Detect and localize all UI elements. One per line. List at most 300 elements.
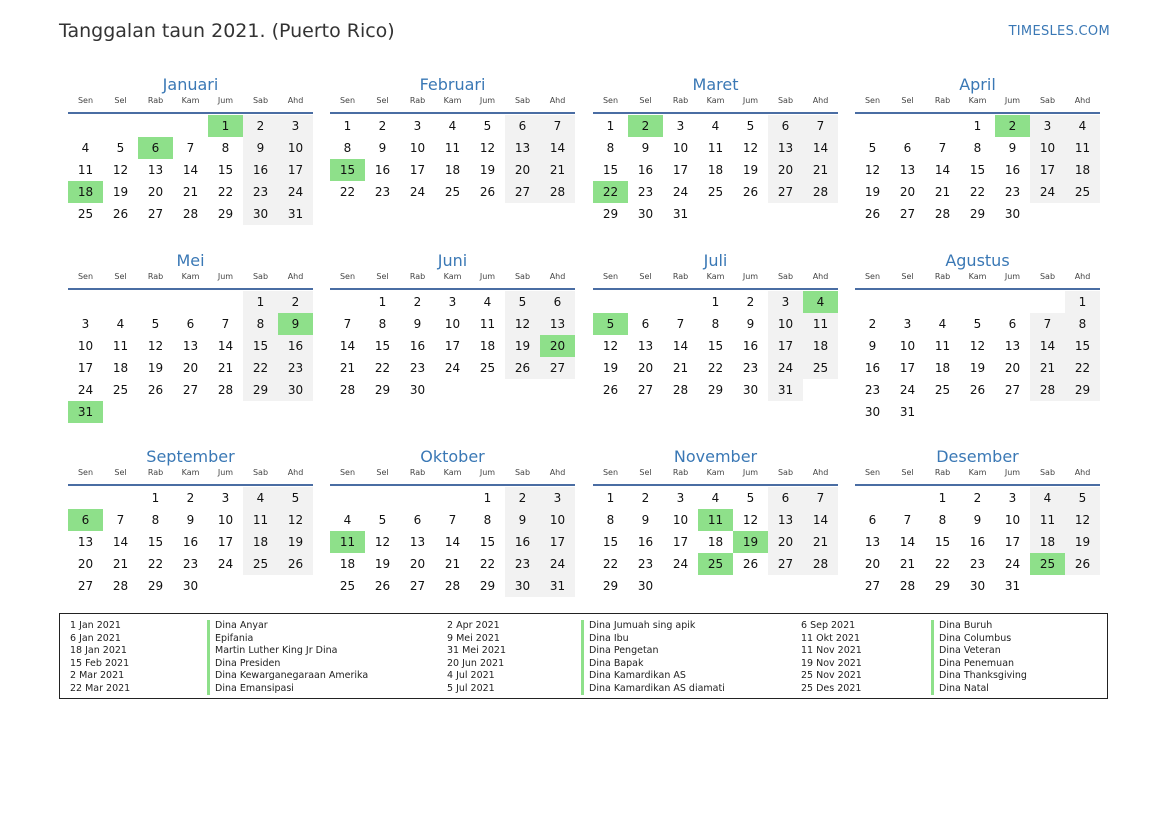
day-cell: 3 xyxy=(278,115,313,137)
day-cell: 27 xyxy=(899,207,916,221)
day-cell: 30 xyxy=(505,575,540,597)
day-cell: 19 xyxy=(147,361,164,375)
day-cell: 24 xyxy=(217,557,234,571)
day-cell: 6 xyxy=(540,291,575,313)
holiday-day-cell: 4 xyxy=(803,291,838,313)
day-cell: 20 xyxy=(147,185,164,199)
weekday-label: Ahd xyxy=(287,96,304,105)
day-cell: 21 xyxy=(217,361,234,375)
day-cell: 20 xyxy=(409,557,426,571)
day-cell: 16 xyxy=(1004,163,1021,177)
day-cell: 6 xyxy=(505,115,540,137)
weekday-label: Rab xyxy=(672,96,689,105)
empty-cell xyxy=(1030,203,1065,225)
legend-date: 22 Mar 2021 xyxy=(70,682,131,694)
day-cell: 7 xyxy=(903,513,912,527)
empty-cell xyxy=(803,575,838,597)
month-januari xyxy=(68,74,313,225)
day-cell: 2 xyxy=(378,119,387,133)
day-cell: 6 xyxy=(413,513,422,527)
day-cell: 4 xyxy=(116,317,125,331)
day-cell: 15 xyxy=(479,535,496,549)
month-maret xyxy=(593,74,838,225)
day-cell: 4 xyxy=(81,141,90,155)
legend-date: 18 Jan 2021 xyxy=(70,645,127,656)
weekday-label: Sab xyxy=(1039,96,1056,105)
weekday-label: Rab xyxy=(672,468,689,477)
day-cell: 21 xyxy=(112,557,129,571)
day-cell: 24 xyxy=(278,181,313,203)
day-cell: 14 xyxy=(934,163,951,177)
day-cell: 23 xyxy=(374,185,391,199)
day-cell: 15 xyxy=(602,163,619,177)
day-cell: 22 xyxy=(243,357,278,379)
legend-names-2 xyxy=(581,620,725,695)
day-cell: 3 xyxy=(81,317,90,331)
day-cell: 1 xyxy=(243,291,278,313)
weekday-label: Sab xyxy=(252,272,269,281)
weekday-label: Jum xyxy=(742,96,759,105)
day-cell: 20 xyxy=(1004,361,1021,375)
day-cell: 8 xyxy=(711,317,720,331)
day-cell: 26 xyxy=(374,579,391,593)
day-cell: 22 xyxy=(339,185,356,199)
legend-date: 25 Nov 2021 xyxy=(801,670,862,681)
day-cell: 28 xyxy=(803,553,838,575)
day-cell: 27 xyxy=(147,207,164,221)
day-cell: 22 xyxy=(1065,357,1100,379)
day-cell: 11 xyxy=(77,163,94,177)
weekday-label: Rab xyxy=(672,272,689,281)
day-cell: 13 xyxy=(864,535,881,549)
weekday-label: Kam xyxy=(181,272,200,281)
weekday-label: Sen xyxy=(77,468,94,477)
empty-cell xyxy=(698,575,733,597)
empty-cell xyxy=(278,575,313,597)
day-cell: 18 xyxy=(243,531,278,553)
day-cell: 21 xyxy=(444,557,461,571)
weekday-label: Rab xyxy=(409,468,426,477)
day-cell: 30 xyxy=(278,379,313,401)
empty-cell xyxy=(890,115,925,137)
day-cell: 16 xyxy=(637,535,654,549)
weekday-label: Jum xyxy=(742,468,759,477)
day-grid xyxy=(855,115,1100,225)
day-cell: 6 xyxy=(768,115,803,137)
holiday-day-cell: 1 xyxy=(208,115,243,137)
day-cell: 18 xyxy=(934,361,951,375)
empty-cell xyxy=(855,115,890,137)
day-cell: 31 xyxy=(1004,579,1021,593)
day-cell: 11 xyxy=(444,141,461,155)
empty-cell xyxy=(208,291,243,313)
day-cell: 12 xyxy=(112,163,129,177)
day-cell: 26 xyxy=(969,383,986,397)
weekday-label: Sel xyxy=(901,96,914,105)
weekday-label: Sab xyxy=(777,468,794,477)
empty-cell xyxy=(68,115,103,137)
day-cell: 31 xyxy=(899,405,916,419)
day-cell: 22 xyxy=(969,185,986,199)
day-cell: 15 xyxy=(147,535,164,549)
day-cell: 16 xyxy=(637,163,654,177)
day-cell: 14 xyxy=(540,137,575,159)
weekday-header xyxy=(855,272,1100,290)
day-cell: 30 xyxy=(864,405,881,419)
empty-cell xyxy=(698,203,733,225)
weekday-label: Sen xyxy=(864,272,881,281)
legend-date: 2 Mar 2021 xyxy=(70,670,125,681)
legend-date: 6 Jan 2021 xyxy=(70,632,121,644)
day-cell: 29 xyxy=(707,383,724,397)
day-cell: 6 xyxy=(768,487,803,509)
weekday-label: Sen xyxy=(77,272,94,281)
day-cell: 21 xyxy=(540,159,575,181)
empty-cell xyxy=(435,379,470,401)
weekday-label: Kam xyxy=(706,96,725,105)
day-cell: 21 xyxy=(182,185,199,199)
weekday-label: Sen xyxy=(864,468,881,477)
day-cell: 4 xyxy=(483,295,492,309)
day-cell: 6 xyxy=(186,317,195,331)
day-cell: 7 xyxy=(803,487,838,509)
day-cell: 24 xyxy=(672,557,689,571)
legend-date: 11 Okt 2021 xyxy=(801,632,861,644)
legend-dates-1 xyxy=(70,620,130,695)
weekday-label: Ahd xyxy=(1074,96,1091,105)
day-cell: 26 xyxy=(742,185,759,199)
day-cell: 13 xyxy=(899,163,916,177)
weekday-label: Rab xyxy=(934,468,951,477)
day-cell: 16 xyxy=(409,339,426,353)
day-cell: 30 xyxy=(742,383,759,397)
empty-cell xyxy=(365,487,400,509)
weekday-label: Sab xyxy=(252,96,269,105)
legend-holiday-name: Dina Penemuan xyxy=(931,658,1027,671)
day-cell: 24 xyxy=(1030,181,1065,203)
empty-cell xyxy=(803,379,838,401)
day-cell: 23 xyxy=(182,557,199,571)
legend-holiday-name: Dina Emansipasi xyxy=(207,683,368,696)
day-cell: 13 xyxy=(768,137,803,159)
day-cell: 11 xyxy=(1065,137,1100,159)
day-cell: 25 xyxy=(1065,181,1100,203)
day-cell: 10 xyxy=(1004,513,1021,527)
day-cell: 20 xyxy=(77,557,94,571)
day-cell: 13 xyxy=(505,137,540,159)
day-cell: 30 xyxy=(637,207,654,221)
month-februari xyxy=(330,74,575,203)
day-cell: 4 xyxy=(711,119,720,133)
day-cell: 17 xyxy=(278,159,313,181)
empty-cell xyxy=(1030,401,1065,423)
day-grid xyxy=(68,291,313,423)
empty-cell xyxy=(243,575,278,597)
weekday-label: Kam xyxy=(443,468,462,477)
day-cell: 31 xyxy=(672,207,689,221)
legend-holiday-name: Dina Veteran xyxy=(931,645,1027,658)
day-cell: 15 xyxy=(707,339,724,353)
holiday-day-cell: 6 xyxy=(68,509,103,531)
day-cell: 19 xyxy=(969,361,986,375)
day-cell: 14 xyxy=(217,339,234,353)
day-cell: 26 xyxy=(505,357,540,379)
empty-cell xyxy=(855,291,890,313)
day-cell: 30 xyxy=(1004,207,1021,221)
day-cell: 2 xyxy=(746,295,755,309)
empty-cell xyxy=(540,379,575,401)
day-cell: 29 xyxy=(479,579,496,593)
day-cell: 18 xyxy=(707,535,724,549)
legend-date: 9 Mei 2021 xyxy=(447,632,500,644)
empty-cell xyxy=(68,487,103,509)
day-cell: 8 xyxy=(378,317,387,331)
day-cell: 18 xyxy=(112,361,129,375)
empty-cell xyxy=(1065,203,1100,225)
weekday-label: Sen xyxy=(339,96,356,105)
day-cell: 2 xyxy=(413,295,422,309)
day-cell: 31 xyxy=(278,203,313,225)
empty-cell xyxy=(173,401,208,423)
day-cell: 28 xyxy=(112,579,129,593)
day-grid xyxy=(330,115,575,203)
month-name: Agustus xyxy=(945,251,1010,270)
weekday-header xyxy=(593,468,838,486)
legend-holiday-name: Dina Natal xyxy=(931,683,1027,696)
day-cell: 19 xyxy=(278,531,313,553)
day-cell: 10 xyxy=(217,513,234,527)
day-cell: 16 xyxy=(864,361,881,375)
day-grid xyxy=(593,115,838,225)
legend-names-1 xyxy=(207,620,368,695)
day-cell: 1 xyxy=(606,119,615,133)
day-cell: 21 xyxy=(339,361,356,375)
empty-cell xyxy=(68,291,103,313)
weekday-label: Jum xyxy=(742,272,759,281)
day-cell: 22 xyxy=(479,557,496,571)
day-cell: 18 xyxy=(1065,159,1100,181)
day-cell: 7 xyxy=(186,141,195,155)
empty-cell xyxy=(768,575,803,597)
weekday-header xyxy=(855,96,1100,114)
month-juni xyxy=(330,250,575,401)
day-cell: 29 xyxy=(934,579,951,593)
day-cell: 6 xyxy=(641,317,650,331)
weekday-label: Sab xyxy=(1039,468,1056,477)
month-agustus xyxy=(855,250,1100,423)
day-cell: 7 xyxy=(540,115,575,137)
weekday-label: Jum xyxy=(479,272,496,281)
day-grid xyxy=(855,487,1100,597)
day-cell: 17 xyxy=(672,535,689,549)
day-cell: 17 xyxy=(77,361,94,375)
weekday-header xyxy=(330,272,575,290)
month-name: Desember xyxy=(936,447,1019,466)
weekday-label: Sab xyxy=(777,96,794,105)
day-cell: 20 xyxy=(768,159,803,181)
weekday-label: Kam xyxy=(181,468,200,477)
month-mei xyxy=(68,250,313,423)
day-cell: 10 xyxy=(540,509,575,531)
day-cell: 27 xyxy=(637,383,654,397)
day-cell: 25 xyxy=(934,383,951,397)
day-cell: 12 xyxy=(479,141,496,155)
month-name: Maret xyxy=(692,75,739,94)
weekday-label: Sel xyxy=(901,468,914,477)
day-cell: 12 xyxy=(1065,509,1100,531)
day-cell: 5 xyxy=(868,141,877,155)
day-cell: 8 xyxy=(1065,313,1100,335)
day-cell: 21 xyxy=(803,159,838,181)
day-cell: 13 xyxy=(768,509,803,531)
day-cell: 12 xyxy=(374,535,391,549)
day-cell: 17 xyxy=(217,535,234,549)
empty-cell xyxy=(435,487,470,509)
weekday-label: Ahd xyxy=(287,272,304,281)
day-grid xyxy=(593,487,838,597)
legend-holiday-name: Dina Buruh xyxy=(931,620,1027,633)
day-cell: 1 xyxy=(711,295,720,309)
day-cell: 7 xyxy=(221,317,230,331)
weekday-header xyxy=(330,96,575,114)
empty-cell xyxy=(138,115,173,137)
weekday-label: Rab xyxy=(147,468,164,477)
legend-date: 4 Jul 2021 xyxy=(447,670,495,681)
weekday-label: Rab xyxy=(409,272,426,281)
empty-cell xyxy=(103,291,138,313)
day-cell: 12 xyxy=(742,141,759,155)
day-cell: 16 xyxy=(969,535,986,549)
day-cell: 30 xyxy=(182,579,199,593)
day-cell: 4 xyxy=(938,317,947,331)
weekday-label: Sab xyxy=(514,96,531,105)
month-name: April xyxy=(959,75,996,94)
day-cell: 8 xyxy=(243,313,278,335)
weekday-label: Jum xyxy=(479,468,496,477)
day-cell: 28 xyxy=(803,181,838,203)
day-cell: 19 xyxy=(1065,531,1100,553)
empty-cell xyxy=(995,291,1030,313)
day-cell: 21 xyxy=(672,361,689,375)
holiday-day-cell: 15 xyxy=(330,159,365,181)
day-cell: 2 xyxy=(243,115,278,137)
legend-holiday-name: Dina Kamardikan AS diamati xyxy=(581,683,725,696)
day-cell: 28 xyxy=(540,181,575,203)
day-cell: 4 xyxy=(343,513,352,527)
legend-holiday-name: Martin Luther King Jr Dina xyxy=(207,645,368,658)
day-cell: 29 xyxy=(602,207,619,221)
day-cell: 14 xyxy=(182,163,199,177)
day-cell: 5 xyxy=(278,487,313,509)
legend-dates-3 xyxy=(801,620,862,695)
day-cell: 13 xyxy=(409,535,426,549)
day-cell: 7 xyxy=(676,317,685,331)
day-cell: 11 xyxy=(243,509,278,531)
day-cell: 21 xyxy=(803,531,838,553)
day-cell: 27 xyxy=(409,579,426,593)
day-cell: 12 xyxy=(147,339,164,353)
day-cell: 3 xyxy=(413,119,422,133)
day-cell: 9 xyxy=(378,141,387,155)
empty-cell xyxy=(1065,401,1100,423)
day-cell: 24 xyxy=(540,553,575,575)
day-cell: 11 xyxy=(934,339,951,353)
day-cell: 22 xyxy=(374,361,391,375)
weekday-label: Sel xyxy=(114,468,127,477)
weekday-label: Rab xyxy=(147,96,164,105)
weekday-label: Ahd xyxy=(549,272,566,281)
day-cell: 19 xyxy=(479,163,496,177)
weekday-label: Kam xyxy=(443,96,462,105)
day-cell: 27 xyxy=(182,383,199,397)
day-cell: 1 xyxy=(973,119,982,133)
weekday-label: Sen xyxy=(602,468,619,477)
empty-cell xyxy=(768,203,803,225)
day-cell: 16 xyxy=(374,163,391,177)
empty-cell xyxy=(330,487,365,509)
empty-cell xyxy=(103,115,138,137)
day-cell: 3 xyxy=(540,487,575,509)
empty-cell xyxy=(925,401,960,423)
day-cell: 24 xyxy=(768,357,803,379)
day-cell: 26 xyxy=(479,185,496,199)
holiday-day-cell: 25 xyxy=(698,553,733,575)
month-name: Juni xyxy=(437,251,468,270)
day-cell: 11 xyxy=(707,141,724,155)
weekday-label: Jum xyxy=(1004,96,1021,105)
day-cell: 14 xyxy=(672,339,689,353)
weekday-label: Sab xyxy=(252,468,269,477)
day-cell: 10 xyxy=(672,141,689,155)
day-cell: 19 xyxy=(742,163,759,177)
day-cell: 9 xyxy=(1008,141,1017,155)
day-cell: 27 xyxy=(505,181,540,203)
day-cell: 6 xyxy=(903,141,912,155)
day-cell: 14 xyxy=(339,339,356,353)
day-cell: 1 xyxy=(378,295,387,309)
month-oktober xyxy=(330,446,575,597)
weekday-header xyxy=(330,468,575,486)
day-cell: 19 xyxy=(505,335,540,357)
day-cell: 5 xyxy=(378,513,387,527)
day-cell: 23 xyxy=(969,557,986,571)
day-cell: 24 xyxy=(899,383,916,397)
day-cell: 24 xyxy=(77,383,94,397)
empty-cell xyxy=(925,291,960,313)
month-september xyxy=(68,446,313,597)
day-cell: 19 xyxy=(602,361,619,375)
empty-cell xyxy=(803,203,838,225)
site-link[interactable]: TIMESLES.COM xyxy=(1008,24,1110,39)
day-cell: 27 xyxy=(1004,383,1021,397)
empty-cell xyxy=(470,379,505,401)
day-cell: 20 xyxy=(505,159,540,181)
day-cell: 10 xyxy=(409,141,426,155)
legend-holiday-name: Dina Anyar xyxy=(207,620,368,633)
month-name: Februari xyxy=(419,75,486,94)
day-cell: 26 xyxy=(864,207,881,221)
day-cell: 25 xyxy=(707,185,724,199)
holiday-day-cell: 22 xyxy=(593,181,628,203)
day-cell: 18 xyxy=(479,339,496,353)
empty-cell xyxy=(1065,575,1100,597)
day-cell: 14 xyxy=(112,535,129,549)
month-april xyxy=(855,74,1100,225)
weekday-label: Sab xyxy=(514,468,531,477)
day-cell: 3 xyxy=(676,119,685,133)
weekday-label: Ahd xyxy=(812,468,829,477)
day-cell: 8 xyxy=(343,141,352,155)
